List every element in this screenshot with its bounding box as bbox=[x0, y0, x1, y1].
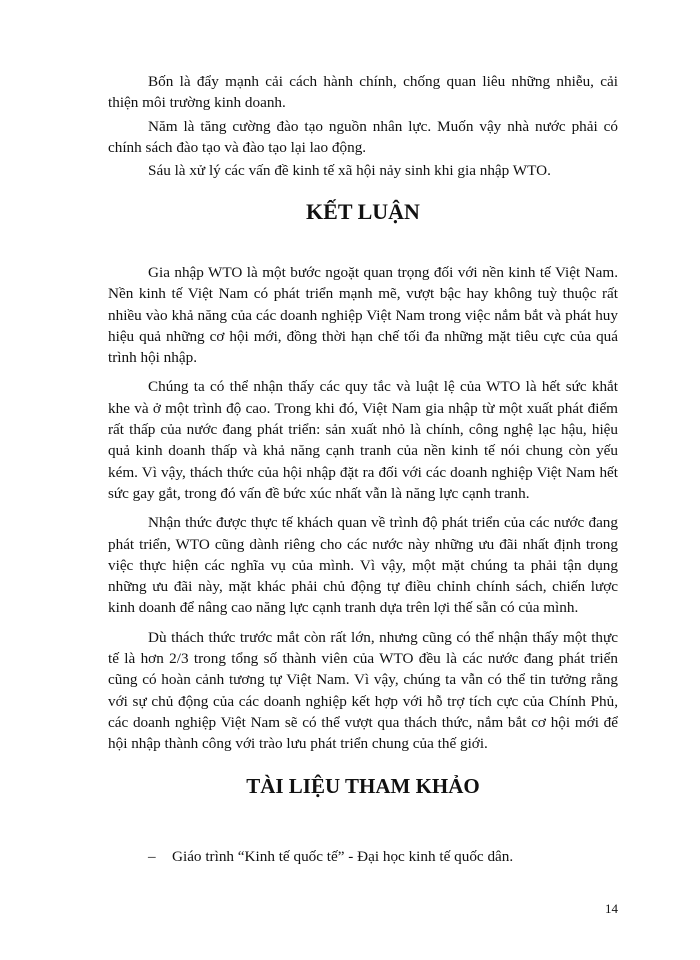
paragraph-social-issues: Sáu là xử lý các vấn đề kinh tế xã hội nảy sinh khi gia nhập WTO. bbox=[148, 162, 551, 180]
conclusion-heading: KẾT LUẬN bbox=[306, 199, 420, 224]
intro-section bbox=[108, 71, 618, 181]
conclusion-paragraph-1: Gia nhập WTO là một bước ngoặt quan trọng đối với nền kinh tế Việt Nam. Nền kinh tế Việt Nam có phát triển mạnh mẽ, vượt bậc hay không tuỳ thuộc rất nhiều vào khả năng của các doanh nghiệp Việt Nam trong việc nắm bắt và phát huy hiệu quả những cơ hội mới, đồng thời hạn chế tối đa những mặt tiêu cực của quá trình hội nhập. bbox=[108, 264, 618, 367]
references-heading: TÀI LIỆU THAM KHẢO bbox=[246, 774, 480, 798]
reference-text: Giáo trình “Kinh tế quốc tế” - Đại học kinh tế quốc dân. bbox=[172, 848, 514, 865]
dash-bullet-icon: – bbox=[148, 848, 156, 865]
conclusion-paragraph-4: Dù thách thức trước mắt còn rất lớn, nhưng cũng có thể nhận thấy một thực tế là hơn 2/3 trong tổng số thành viên của WTO đều là các nước đang phát triển cũng có hoàn cảnh tương tự Việt Nam. Vì vậy, chúng ta vẫn có thể tin tưởng rằng với sự chủ động của các doanh nghiệp kết hợp với hỗ trợ tích cực của Chính Phủ, các doanh nghiệp Việt Nam sẽ có thể vượt qua thách thức, nắm bắt cơ hội mới để hội nhập thành công với trào lưu phát triển chung của thế giới. bbox=[108, 628, 618, 753]
conclusion-paragraph-2: Chúng ta có thể nhận thấy các quy tắc và luật lệ của WTO là hết sức khắt khe và ở một trình độ cao. Trong khi đó, Việt Nam gia nhập từ một xuất phát điểm rất thấp của nước đang phát triển: sản xuất nhỏ là chính, công nghệ lạc hậu, hiệu quả kinh doanh thấp và khả năng cạnh tranh của nền kinh tế nói chung còn yếu kém. Vì vậy, thách thức của hội nhập đặt ra đối với các doanh nghiệp Việt Nam hết sức gay gắt, trong đó vấn đề bức xúc nhất vẫn là năng lực cạnh tranh. bbox=[108, 378, 618, 502]
paragraph-reform: Bốn là đẩy mạnh cải cách hành chính, chống quan liêu những nhiễu, cải thiện môi trường kinh doanh. bbox=[108, 73, 618, 112]
reference-item bbox=[148, 846, 618, 867]
page-number: 14 bbox=[605, 901, 618, 916]
paragraph-training: Năm là tăng cường đào tạo nguồn nhân lực. Muốn vậy nhà nước phải có chính sách đào tạo và đào tạo lại lao động. bbox=[108, 117, 618, 156]
references-list bbox=[148, 846, 618, 867]
conclusion-section bbox=[108, 262, 618, 755]
conclusion-paragraph-3: Nhận thức được thực tế khách quan về trình độ phát triển của các nước đang phát triển, WTO cũng dành riêng cho các nước này những ưu đãi nhất định trong việc thực hiện các nghĩa vụ của mình. Vì vậy, một mặt chúng ta phải tận dụng những ưu đãi này, mặt khác phải chủ động tự điều chỉnh chính sách, chiến lược kinh doanh để nâng cao năng lực cạnh tranh dựa trên lợi thế sẵn có của mình. bbox=[108, 514, 618, 617]
